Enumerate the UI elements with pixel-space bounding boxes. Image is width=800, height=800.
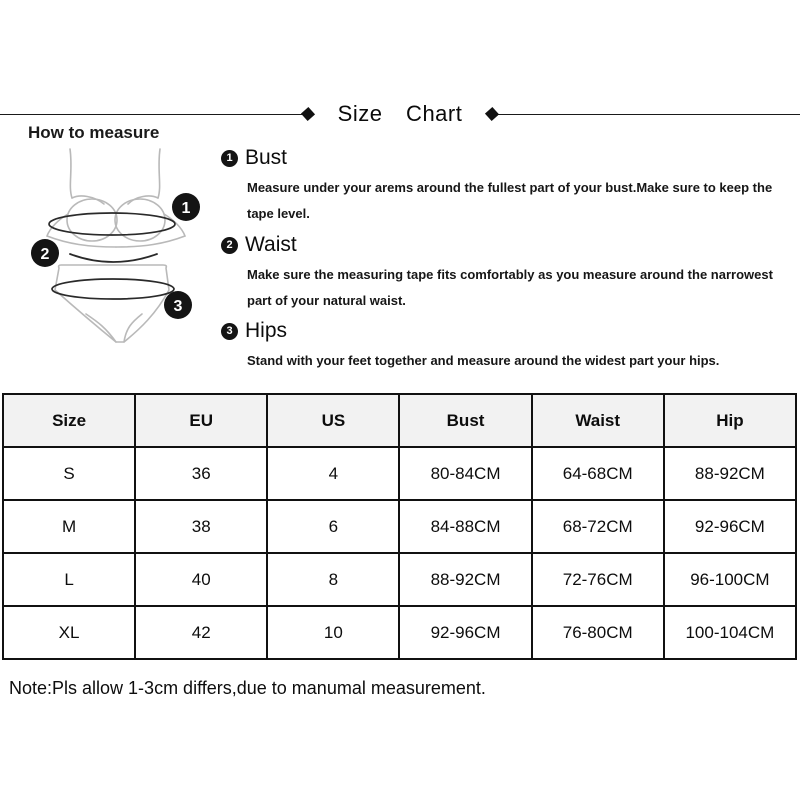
page-title: Size Chart — [337, 101, 463, 126]
table-row-xl — [3, 606, 796, 659]
cell-bust: 92-96CM — [399, 606, 531, 659]
instruction-waist — [221, 233, 781, 314]
col-header-bust: Bust — [399, 394, 531, 447]
col-header-hip: Hip — [664, 394, 796, 447]
cell-hip: 96-100CM — [664, 553, 796, 606]
size-table — [2, 393, 797, 660]
title-rule-left — [0, 114, 303, 115]
cell-bust: 88-92CM — [399, 553, 531, 606]
size-table-header-row — [3, 394, 796, 447]
instruction-bust-description: Measure under your arems around the fullest part of your bust.Make sure to keep the tape level. — [247, 180, 773, 221]
instruction-bust-label: Bust — [245, 146, 288, 169]
bikini-measure-illustration — [28, 144, 208, 354]
cell-us: 10 — [267, 606, 399, 659]
col-header-waist: Waist — [532, 394, 664, 447]
cell-us: 8 — [267, 553, 399, 606]
hip-tape-line — [52, 279, 174, 299]
cell-size: L — [3, 553, 135, 606]
table-row-s — [3, 447, 796, 500]
waist-tape-line — [70, 254, 157, 262]
cell-eu: 42 — [135, 606, 267, 659]
marker-1-number: 1 — [181, 200, 191, 217]
cell-size: M — [3, 500, 135, 553]
cell-hip: 100-104CM — [664, 606, 796, 659]
marker-3-hips — [164, 291, 192, 319]
cell-waist: 76-80CM — [532, 606, 664, 659]
table-row-m — [3, 500, 796, 553]
col-header-us: US — [267, 394, 399, 447]
cell-eu: 36 — [135, 447, 267, 500]
marker-3-number: 3 — [173, 298, 183, 315]
cell-hip: 88-92CM — [664, 447, 796, 500]
cell-waist: 64-68CM — [532, 447, 664, 500]
instruction-hips — [221, 319, 781, 374]
title-rule-right — [497, 114, 800, 115]
col-header-size: Size — [3, 394, 135, 447]
instruction-hips-label: Hips — [245, 319, 288, 342]
marker-1-bust — [172, 193, 200, 221]
instruction-bust-heading — [221, 146, 781, 170]
col-header-eu: EU — [135, 394, 267, 447]
cell-eu: 38 — [135, 500, 267, 553]
instruction-bust — [221, 146, 781, 227]
cell-waist: 72-76CM — [532, 553, 664, 606]
instruction-waist-description: Make sure the measuring tape fits comfortably as you measure around the narrowest part of your natural waist. — [247, 267, 773, 308]
how-to-measure-heading: How to measure — [28, 123, 160, 142]
marker-2-waist — [31, 239, 59, 267]
diamond-icon — [485, 107, 499, 121]
cell-bust: 84-88CM — [399, 500, 531, 553]
instruction-hips-heading — [221, 319, 781, 343]
diamond-icon — [301, 107, 315, 121]
measurement-note: Note:Pls allow 1-3cm differs,due to manumal measurement. — [9, 678, 486, 698]
cell-waist: 68-72CM — [532, 500, 664, 553]
marker-2-number: 2 — [40, 246, 50, 263]
bikini-bottom-outline — [55, 265, 169, 342]
circled-2-icon: 2 — [221, 237, 238, 254]
cell-bust: 80-84CM — [399, 447, 531, 500]
cell-size: XL — [3, 606, 135, 659]
instruction-hips-description: Stand with your feet together and measure around the widest part your hips. — [247, 353, 720, 368]
cell-us: 6 — [267, 500, 399, 553]
table-row-l — [3, 553, 796, 606]
instruction-waist-label: Waist — [245, 233, 297, 256]
cell-size: S — [3, 447, 135, 500]
cell-hip: 92-96CM — [664, 500, 796, 553]
circled-1-icon: 1 — [221, 150, 238, 167]
instruction-waist-heading — [221, 233, 781, 257]
circled-3-icon: 3 — [221, 323, 238, 340]
cell-eu: 40 — [135, 553, 267, 606]
cell-us: 4 — [267, 447, 399, 500]
